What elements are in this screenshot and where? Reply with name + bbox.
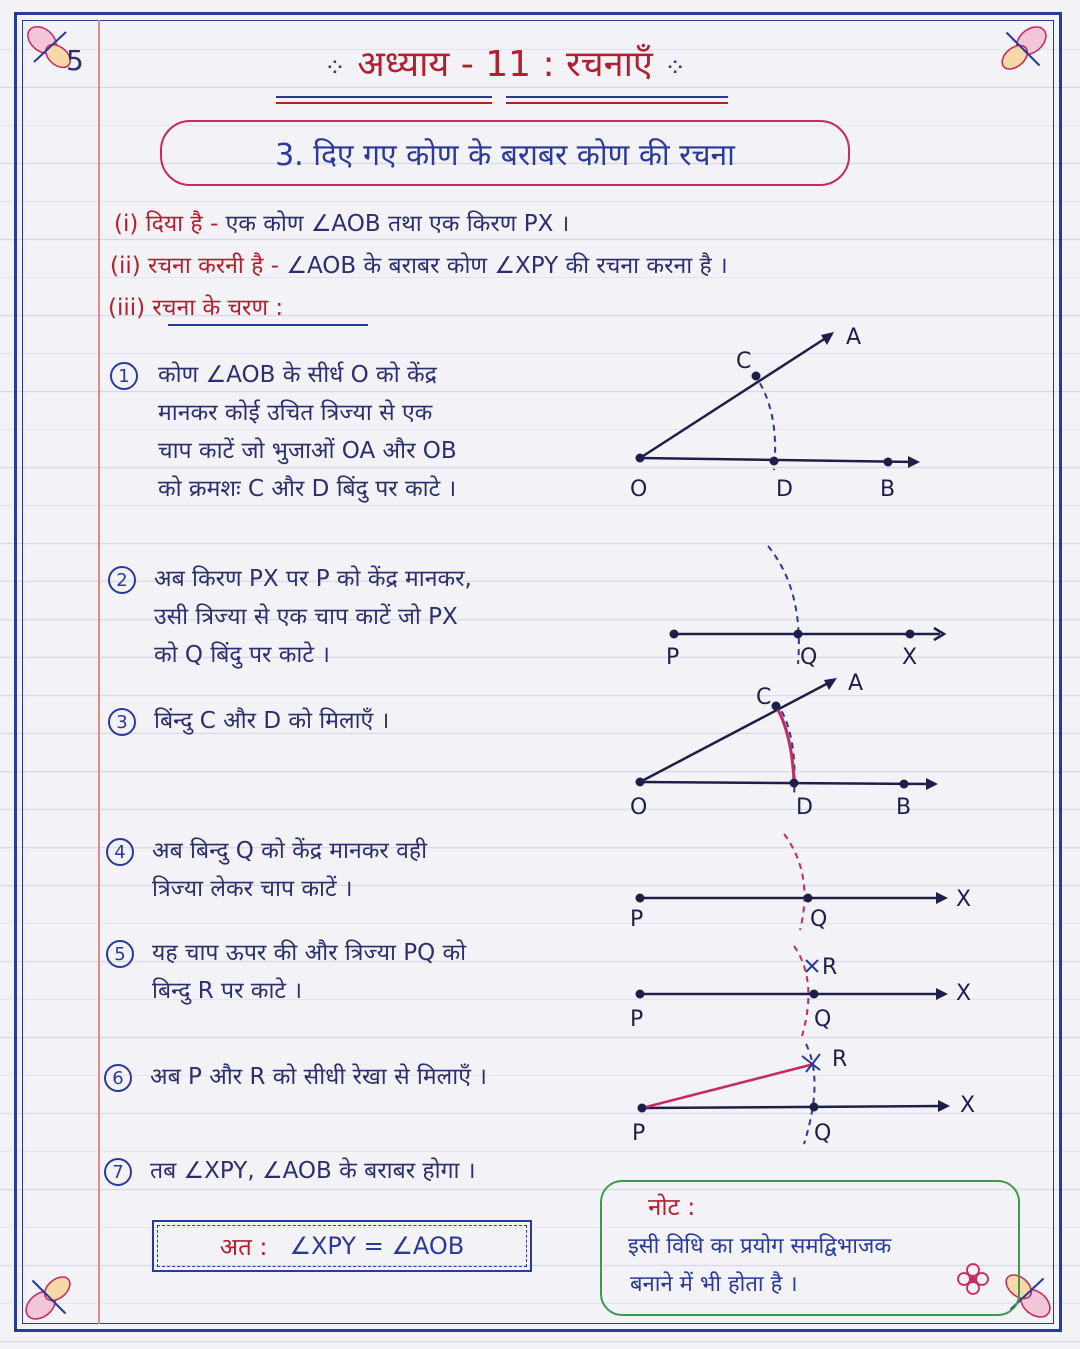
label-a: A bbox=[848, 671, 864, 696]
step-line: उसी त्रिज्या से एक चाप काटें जो PX bbox=[154, 604, 458, 630]
label-b: B bbox=[896, 795, 912, 820]
butterfly-icon bbox=[992, 18, 1054, 80]
point-x bbox=[906, 630, 915, 639]
butterfly-icon bbox=[18, 1266, 80, 1328]
step-line: तब ∠XPY, ∠AOB के बराबर होगा । bbox=[150, 1158, 476, 1184]
step-line: बिन्दु R पर काटे । bbox=[152, 978, 303, 1004]
point-b bbox=[884, 458, 893, 467]
chapter-title-text: अध्याय - 11 : रचनाएँ bbox=[357, 44, 653, 85]
label-x: X bbox=[956, 887, 972, 912]
arc-from-q bbox=[784, 834, 804, 930]
point-c bbox=[752, 372, 761, 381]
step-6-text bbox=[150, 1058, 487, 1096]
label-p: P bbox=[630, 1007, 644, 1032]
label-r: R bbox=[832, 1047, 848, 1072]
step-number: 5 bbox=[106, 940, 134, 968]
label-o: O bbox=[630, 477, 648, 502]
label-q: Q bbox=[800, 645, 818, 670]
step-number: 3 bbox=[108, 708, 136, 736]
label-q: Q bbox=[814, 1121, 832, 1146]
step-1-text bbox=[158, 356, 457, 508]
arc-q bbox=[768, 546, 799, 664]
to-construct-line bbox=[110, 248, 728, 280]
given-label: (i) दिया है - bbox=[114, 211, 219, 237]
arrow-head bbox=[936, 892, 948, 904]
label-x: X bbox=[956, 981, 972, 1006]
point-o bbox=[636, 778, 645, 787]
step-line: अब किरण PX पर P को केंद्र मानकर, bbox=[154, 566, 472, 592]
diagram-join-pr bbox=[620, 1040, 980, 1150]
ray-oa bbox=[640, 680, 834, 782]
label-x: X bbox=[902, 645, 918, 670]
step-line: बिंन्दु C और D को मिलाएँ । bbox=[154, 708, 390, 734]
step-2-text bbox=[154, 560, 472, 674]
arrow-head bbox=[926, 778, 938, 790]
ornament-icon: ⁘ bbox=[323, 53, 346, 83]
chapter-title bbox=[240, 38, 770, 87]
arrow-head bbox=[908, 456, 920, 468]
steps-heading-underline bbox=[168, 324, 368, 326]
label-d: D bbox=[796, 795, 813, 820]
label-b: B bbox=[880, 477, 896, 502]
step-number: 7 bbox=[104, 1158, 132, 1186]
step-number: 2 bbox=[108, 566, 136, 594]
ornament-icon: ⁘ bbox=[664, 53, 687, 83]
arc-r bbox=[794, 946, 808, 1036]
point-p bbox=[638, 1104, 647, 1113]
section-heading: 3. दिए गए कोण के बराबर कोण की रचना bbox=[160, 120, 850, 186]
step-line: को क्रमशः C और D बिंदु पर काटे । bbox=[158, 476, 457, 502]
note-title: नोट : bbox=[648, 1193, 696, 1221]
diagram-join-cd bbox=[620, 666, 950, 826]
point-o bbox=[636, 454, 645, 463]
point-d bbox=[790, 779, 799, 788]
ray-py bbox=[642, 1064, 814, 1108]
label-p: P bbox=[632, 1121, 646, 1146]
point-c bbox=[772, 702, 781, 711]
title-underline bbox=[276, 96, 492, 104]
diagram-point-r bbox=[620, 940, 980, 1040]
label-a: A bbox=[846, 325, 862, 350]
page-number: 5 bbox=[66, 44, 84, 77]
note-line-1: इसी विधि का प्रयोग समद्विभाजक bbox=[628, 1234, 892, 1259]
step-line: अब बिन्दु Q को केंद्र मानकर वही bbox=[152, 838, 428, 864]
to-construct-text: ∠AOB के बराबर कोण ∠XPY की रचना करना है । bbox=[286, 253, 728, 279]
step-line: को Q बिंदु पर काटे । bbox=[154, 642, 330, 668]
label-r: R bbox=[822, 955, 838, 980]
arrow-head bbox=[936, 988, 948, 1000]
point-p bbox=[636, 894, 645, 903]
point-q bbox=[804, 894, 813, 903]
step-line: अब P और R को सीधी रेखा से मिलाएँ । bbox=[150, 1064, 487, 1090]
label-x: X bbox=[960, 1093, 976, 1118]
point-q bbox=[810, 1103, 819, 1112]
diagram-angle-aob-arc bbox=[620, 320, 940, 510]
flower-icon bbox=[956, 1262, 990, 1296]
label-o: O bbox=[630, 795, 648, 820]
label-q: Q bbox=[810, 907, 828, 932]
step-line: त्रिज्या लेकर चाप काटें । bbox=[152, 876, 353, 902]
point-q bbox=[794, 630, 803, 639]
ray-ob bbox=[640, 782, 934, 784]
step-line: चाप काटें जो भुजाओं OA और OB bbox=[158, 438, 457, 464]
title-underline bbox=[506, 96, 728, 104]
diagram-ray-px-arc bbox=[650, 540, 960, 670]
ray-px bbox=[642, 1106, 944, 1108]
step-number: 1 bbox=[110, 362, 138, 390]
label-c: C bbox=[736, 349, 752, 374]
point-b bbox=[900, 780, 909, 789]
steps-heading bbox=[108, 290, 283, 322]
step-line: मानकर कोई उचित त्रिज्या से एक bbox=[158, 400, 433, 426]
arc-cd bbox=[754, 374, 775, 470]
point-p bbox=[636, 990, 645, 999]
step-number: 4 bbox=[106, 838, 134, 866]
step-7-text bbox=[150, 1152, 476, 1190]
result-label: अत : bbox=[219, 1232, 268, 1261]
step-3-text bbox=[154, 702, 389, 740]
label-d: D bbox=[776, 477, 793, 502]
step-5-text bbox=[152, 934, 466, 1010]
given-line bbox=[114, 206, 569, 238]
margin-line bbox=[98, 20, 100, 1324]
step-line: कोण ∠AOB के सीर्ध O को केंद्र bbox=[158, 362, 437, 388]
result-text: ∠XPY = ∠AOB bbox=[289, 1232, 465, 1260]
step-number: 6 bbox=[104, 1064, 132, 1092]
arrow-head bbox=[938, 1100, 950, 1112]
label-c: C bbox=[756, 685, 772, 710]
diagram-arc-from-q bbox=[620, 830, 980, 936]
to-construct-label: (ii) रचना करनी है - bbox=[110, 253, 280, 279]
result-box bbox=[152, 1220, 532, 1272]
label-q: Q bbox=[814, 1007, 832, 1032]
label-p: P bbox=[666, 645, 680, 670]
point-p bbox=[670, 630, 679, 639]
label-p: P bbox=[630, 907, 644, 932]
given-text: एक कोण ∠AOB तथा एक किरण PX । bbox=[225, 211, 570, 237]
note-line-2: बनाने में भी होता है । bbox=[630, 1272, 798, 1297]
point-q bbox=[810, 990, 819, 999]
point-d bbox=[770, 457, 779, 466]
step-4-text bbox=[152, 832, 427, 908]
steps-heading-text: (iii) रचना के चरण : bbox=[108, 295, 284, 321]
step-line: यह चाप ऊपर की और त्रिज्या PQ को bbox=[152, 940, 467, 966]
